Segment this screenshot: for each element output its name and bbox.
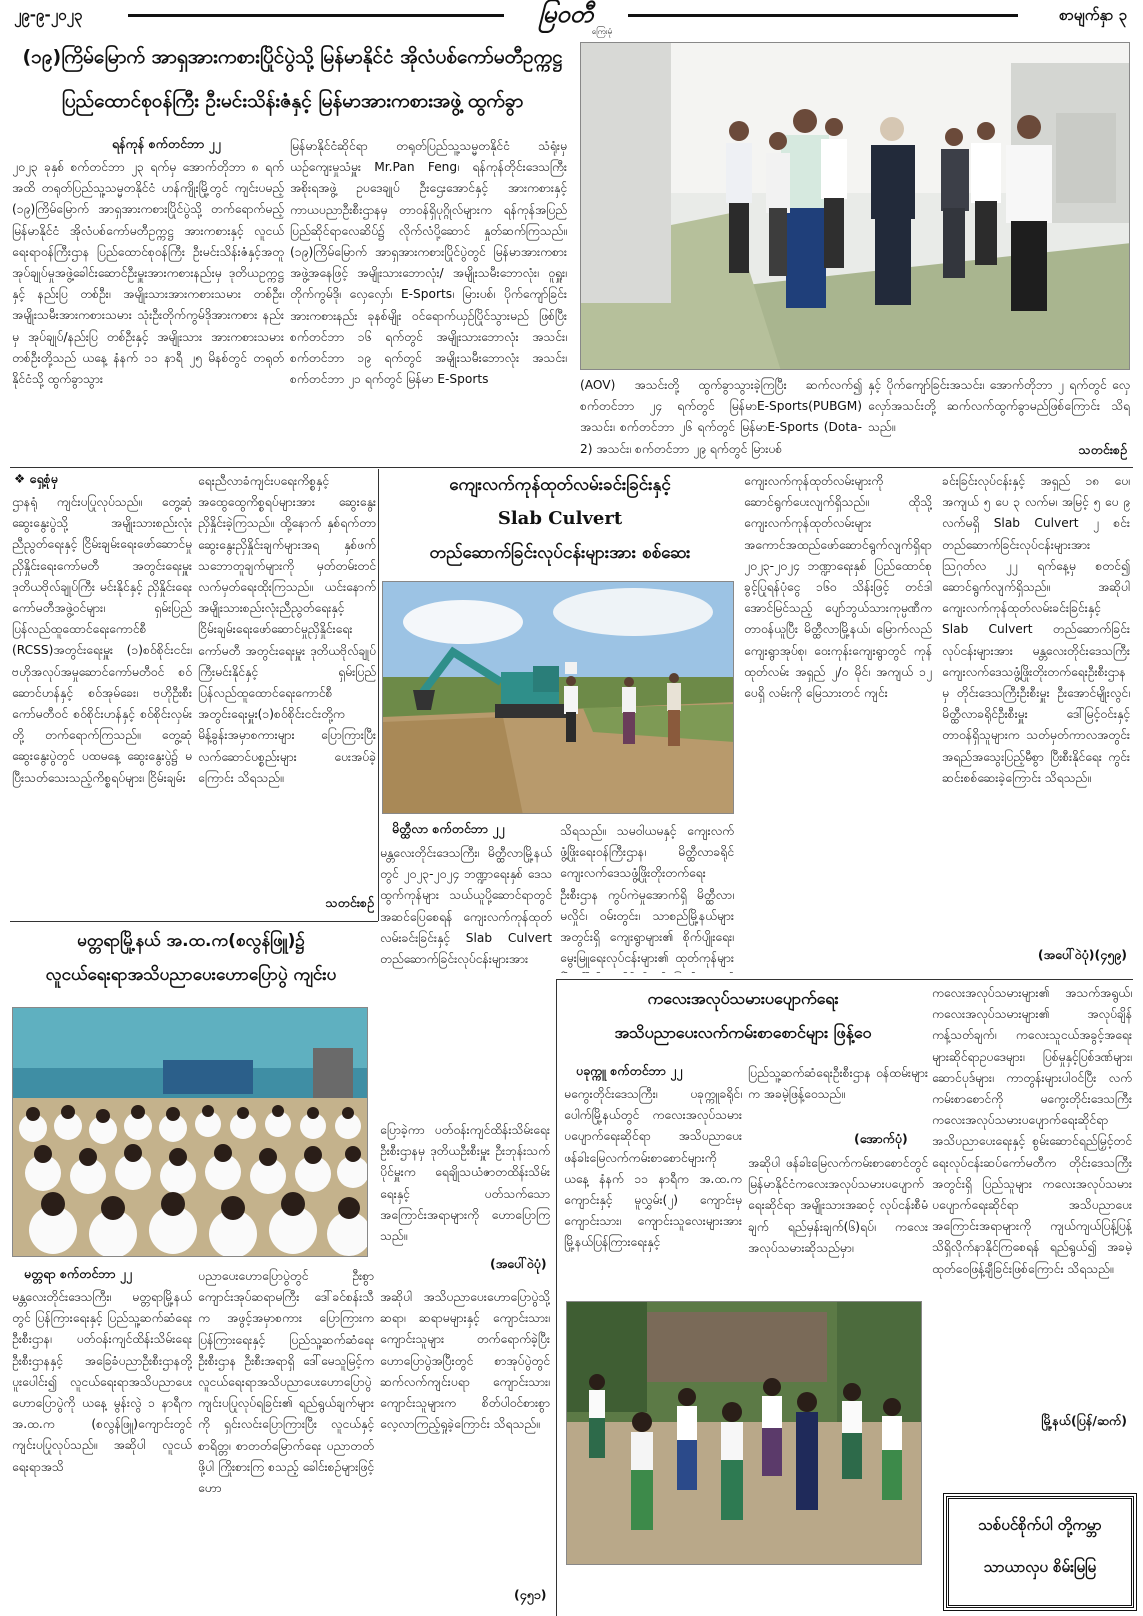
slogan-line2: သာယာလှပ စိမ်းမြမြ xyxy=(983,1558,1097,1576)
headline-line2: အသိပညာပေးလက်ကမ်းစာစောင်များ ဖြန့်ဝေ xyxy=(614,1023,872,1042)
slogan-box xyxy=(946,1496,1134,1608)
headline-line1: ကျေးလက်ကုန်ထုတ်လမ်းခင်းခြင်းနှင့် xyxy=(449,475,671,495)
article-youth-talk xyxy=(0,923,556,1616)
article-column-2: သိရသည်။ သမဝါယမနှင့် ကျေးလက်ဖွံ့ဖြိုးရေးဝန်ကြီးဌာန၊ မိတ္ထီလာခရိုင်ကျေးလက်ဒေသဖွံ့ဖြိုးတိုးတက်ရေးဦးစီးဌာန ကွပ်ကဲမှုအောက်ရှိ မိတ္ထီလာ၊ မလှိုင်၊ ဝမ်းတွင်း၊ သာစည်မြို့နယ်များအတွင်းရှိ ကျေးရွာများ၏ စိုက်ပျိုးရေး၊ မွေးမြူရေးလုပ်ငန်းများ၏ ထုတ်ကုန်များ xyxy=(560,824,734,966)
divider xyxy=(10,921,378,922)
byline: (အောက်ပုံ) xyxy=(854,1131,908,1146)
header-rule-left xyxy=(128,14,504,17)
article-column-1: ၂၀၂၃ ခုနှစ် စက်တင်ဘာ ၂၃ ရက်မှ အောက်တိုဘာ ၈ ရက်အထိ တရုတ်ပြည်သူ့သမ္မတနိုင်ငံ ဟန်ကျိုးမြို့တွင် ကျင်းပမည့် (၁၉)ကြိမ်မြောက် အာရှအားကစားပြိုင်ပွဲသို့ တက်ရောက်မည့် မြန်မာနိုင်ငံ အိုလံပစ်ကော်မတီဥက္ကဋ္ဌ အားကစားနှင့် လူငယ်ရေးရာဝန်ကြီးဌာန ပြည်ထောင်စုဝန်ကြီး ဦးမင်းသိန်းဇံနှင့်အတူ အုပ်ချုပ်မှုအဖွဲ့ခေါင်းဆောင်ဦးမှူးအားကစားနည်းမှ ဒုတိယဥက္ကဋ္ဌနှင့် နည်းပြ တစ်ဦး၊ အမျိုးသားအားကစားသမား တစ်ဦး၊ အမျိုးသမီးအားကစားသမား သုံးဦးတိုက်ကွမ်ဒိုအားကစား နည်းမှ အုပ်ချုပ်/နည်းပြ တစ်ဦးနှင့် အမျိုးသား အားကစားသမား တစ်ဦးတို့သည် ယနေ့ နံနက် ၁၁ နာရီ ၂၅ မိနစ်တွင် တရုတ်နိုင်ငံသို့ ထွက်ခွာသွား xyxy=(12,160,284,387)
article-column-3b: အဆိုပါ အသိပညာပေးဟောပြောပွဲသို့ ဆရာ၊ ဆရာမများနှင့် ကျောင်းသား၊ ကျောင်းသူများ တက်ရောက်ခဲ့ပြီး ဟောပြောပွဲအပြီးတွင် စာအုပ်ပွဲတွင် ဆက်လက်ကျင်းပရာ ကျောင်းသား၊ ကျောင်းသူများက စိတ်ပါဝင်စားစွာ လေ့လာကြည့်ရှုခဲ့ကြောင်း သိရသည်။ xyxy=(380,1290,550,1432)
headline-line2: ပြည်ထောင်စုဝန်ကြီး ဦးမင်းသိန်းဇံနှင့် မြန်မာအားကစားအဖွဲ့ ထွက်ခွာ xyxy=(61,90,524,112)
article-column-1: ဌာနရုံ ကျင်းပပြုလုပ်သည်။ တွေ့ဆုံဆွေးနွေးပွဲသို့ အမျိုးသားစည်းလုံးညီညွတ်ရေးနှင့် ငြိမ်းချမ်းရေးဖော်ဆောင်မှု ညှိနှိုင်းရေးကော်မတီ အတွင်းရေးမှူး ဒုတိယဗိုလ်ချုပ်ကြီး မင်းနိုင်နှင့် ညှိနှိုင်းရေးကော်မတီအဖွဲ့ဝင်များ၊ ရှမ်းပြည်ပြန်လည်ထူထောင်ရေးကောင်စီ (RCSS)အတွင်းရေးမှူး (၁)စဝ်စိုင်းငင်း၊ ဗဟိုအလုပ်အမှုဆောင်ကော်မတီဝင် စဝ်ဆောင်ဟန်နှင့် စဝ်အုမ်ခေး၊ ဗဟိုဦးစီးကော်မတီဝင် စဝ်စိုင်းဟန်နှင့် စဝ်စိုင်းလှမ်းတို့ တက်ရောက်ကြသည်။ တွေ့ဆုံဆွေးနွေးပွဲတွင် ပထမနေ့ ဆွေးနွေးပွဲ၌ မပြီးသတ်သေးသည့်ကိစ္စရပ်များ၊ ငြိမ်းချမ်း xyxy=(12,495,192,785)
byline: သတင်းစဉ် xyxy=(325,895,374,910)
article-column-1: မန္တလေးတိုင်းဒေသကြီး၊ မိတ္ထီလာမြို့နယ်တွင် ၂၀၂၃-၂၀၂၄ ဘဏ္ဍာရေးနှစ် ဒေသထွက်ကုန်များ သယ်ယူပို့ဆောင်ရာတွင် အဆင်ပြေစေရန် ကျေးလက်ကုန်ထုတ်လမ်းခင်းခြင်းနှင့် Slab Culvert တည်ဆောက်ခြင်းလုပ်ငန်းများအား xyxy=(380,846,552,967)
photo-children-leaflets xyxy=(566,1301,922,1565)
dateline: မိတ္ထီလာ စက်တင်ဘာ ၂၂ xyxy=(392,821,505,836)
article-olympic-committee xyxy=(0,40,1143,466)
road-inspection-graphic xyxy=(383,582,734,814)
divider xyxy=(378,469,379,921)
divider xyxy=(556,979,557,1616)
article-rural-roads xyxy=(380,469,1143,979)
slogan-line1: သစ်ပင်စိုက်ပါ တို့ကမ္ဘာ xyxy=(978,1516,1102,1534)
article-column-3: (AOV) အသင်းတို့ ထွက်ခွာသွားခဲ့ကြပြီး ဆက်လက်၍ စက်တင်ဘာ ၂၄ ရက်တွင် မြန်မာE-Sports(PUBGM) အသင်း၊ စက်တင်ဘာ ၂၆ ရက်တွင် မြန်မာE-Sports (Dota-2) အသင်း၊ စက်တင်ဘာ ၂၉ ရက်တွင် မြားပစ် xyxy=(580,378,862,456)
article-column-3: ပြောခဲ့ကာ ပတ်ဝန်းကျင်ထိန်းသိမ်းရေးဦးစီးဌာနမှ ဒုတိယဦးစီးမှူး ဦးဘုန်းသက်ပိုင်မှူးက ရေချိုသယံဇာတထိန်းသိမ်းရေးနှင့် ပတ်သက်သော အကြောင်းအရာများကို ဟောပြောကြသည်။ xyxy=(380,1123,550,1244)
article-column-2: ရေးညီလာခံကျင်းပရေးကိစ္စနှင့် အထွေထွေကိစ္စရပ်များအား ဆွေးနွေးညှိနှိုင်းခဲ့ကြသည်။ ထို့နောက် နှစ်ရက်တာ ဆွေးနွေးညှိနှိုင်းချက်များအရ နှစ်ဖက်သဘောတူချက်များကို မှတ်တမ်းတင်လက်မှတ်ရေးထိုးကြသည်။ ယင်းနောက် အမျိုးသားစည်းလုံးညီညွတ်ရေးနှင့် ငြိမ်းချမ်းရေးဖော်ဆောင်မှုညှိနှိုင်းရေးကော်မတီ အတွင်းရေးမှူး ဒုတိယဗိုလ်ချုပ်ကြီးမင်းနိုင်နှင့် ရှမ်းပြည်ပြန်လည်ထူထောင်ရေးကောင်စီ အတွင်းရေးမှူး(၁)စဝ်စိုင်းငင်းတို့က မိန့်ခွန်းအမှာစကားများ ပြောကြားပြီး လက်ဆောင်ပစ္စည်းများ ပေးအပ်ခဲ့ကြောင်း သိရသည်။ xyxy=(198,474,376,785)
school-hall-graphic xyxy=(13,1008,368,1257)
masthead-logo-subtext: ကြေးမုံ xyxy=(591,27,612,36)
byline: (၄၅၁) xyxy=(514,1587,547,1602)
headline-line3: တည်ဆောက်ခြင်းလုပ်ငန်းများအား စစ်ဆေး xyxy=(429,543,691,563)
header-rule-right xyxy=(628,14,1018,17)
headline-line1: (၁၉)ကြိမ်မြောက် အာရှအားကစားပြိုင်ပွဲသို့ မြန်မာနိုင်ငံ အိုလံပစ်ကော်မတီဥက္ကဋ္ဌ xyxy=(22,46,563,68)
byline: မြို့နယ်(ပြန်/ဆက်) xyxy=(1041,1413,1127,1428)
dateline: မတ္တရာ စက်တင်ဘာ ၂၂ xyxy=(24,1266,133,1281)
article-column-4: နှင့် ပိုက်ကျော်ခြင်းအသင်း၊ အောက်တိုဘာ ၂ ရက်တွင် လှေလှော်အသင်းတို့ ဆက်လက်ထွက်ခွာမည်ဖြစ်ကြောင်း သိရသည်။ xyxy=(868,378,1130,435)
headline-line2: Slab Culvert xyxy=(497,508,623,529)
article-column-2: မြန်မာနိုင်ငံဆိုင်ရာ တရုတ်ပြည်သူ့သမ္မတနိုင်ငံ သံရုံးမှ ယဉ်ကျေးမှုသံမှူး Mr.Pan Feng၊ ရန်ကုန်တိုင်းဒေသကြီးအစိုးရအဖွဲ့ ဥပဒေချုပ် ဦးဌေးအောင်နှင့် အားကစားနှင့် ကာယပညာဦးစီးဌာနမှ တာဝန်ရှိပုဂ္ဂိုလ်များက ရန်ကုန်အပြည်ပြည်ဆိုင်ရာလေဆိပ်၌ လိုက်လံပို့ဆောင် နှုတ်ဆက်ကြသည်။ (၁၉)ကြိမ်မြောက် အာရှအားကစားပြိုင်ပွဲတွင် မြန်မာအားကစားအဖွဲ့အနေဖြင့် အမျိုးသားဘောလုံး/ အမျိုးသမီးဘောလုံး၊ ဝူရှူး၊ တိုက်ကွမ်ဒို၊ လှေလှော်၊ E-Sports၊ မြားပစ်၊ ပိုက်ကျော်ခြင်း အားကစားနည်း ခုနစ်မျိုး ဝင်ရောက်ယှဉ်ပြိုင်သွားမည် ဖြစ်ပြီး စက်တင်ဘာ ၁၆ ရက်တွင် အမျိုးသားဘောလုံး အသင်း၊ စက်တင်ဘာ ၁၉ ရက်တွင် အမျိုးသမီးဘောလုံး အသင်း၊ စက်တင်ဘာ ၂၁ ရက်တွင် မြန်မာ E-Sports xyxy=(290,139,567,387)
byline: သတင်းစဉ် xyxy=(1078,442,1127,457)
page-number: စာမျက်နှာ ၃ xyxy=(1059,6,1127,24)
masthead-logo-text: မြဝတီ xyxy=(538,0,594,28)
headline-line2: လူငယ်ရေးရာအသိပညာပေးဟောပြောပွဲ ကျင်းပ xyxy=(45,965,337,985)
header-date: ၂၉-၉-၂၀၂၃ xyxy=(14,6,83,24)
byline: (အပေါ်ဝဲပုံ) xyxy=(490,1256,547,1271)
article-column-1: မန္တလေးတိုင်းဒေသကြီး၊ မတ္တရာမြို့နယ်တွင် ပြန်ကြားရေးနှင့် ပြည်သူ့ဆက်ဆံရေးဦးစီးဌာန၊ ပတ်ဝန်းကျင်ထိန်းသိမ်းရေးဦးစီးဌာနနှင့် အခြေခံပညာဦးစီးဌာနတို့ ပူးပေါင်း၍ လူငယ်ရေးရာအသိပညာပေးဟောပြောပွဲကို ယနေ့ မွန်းလွဲ ၁ နာရီက အ.ထ.က (စလွန်ဖြူ)ကျောင်းတွင် ကျင်းပပြုလုပ်သည်။ အဆိုပါ လူငယ်ရေးရာအသိ xyxy=(12,1290,192,1474)
divider xyxy=(10,467,1133,468)
headline-line1: ကလေးအလုပ်သမားပပျောက်ရေး xyxy=(647,989,839,1008)
continued-tag: ❖ ရှေ့စုံမှ xyxy=(14,471,58,486)
masthead-logo xyxy=(506,0,626,38)
children-photo-graphic xyxy=(567,1302,922,1565)
dateline: ရန်ကုန် စက်တင်ဘာ ၂၂ xyxy=(112,136,221,151)
photo-road-inspection xyxy=(382,581,734,814)
article-column-2b: အဆိုပါ ဖန်ခါးမြေလက်ကမ်းစာစောင်တွင် မြန်မာနိုင်ငံကလေးအလုပ်သမားပပျောက်ရေးဆိုင်ရာ အမျိုးသားအဆင့် လုပ်ငန်းစီမံချက် ရည်မှန်းချက်(၆)ရပ်၊ ကလေးအလုပ်သမားဆိုသည်မှာ၊ xyxy=(748,1156,928,1255)
article-column-3: ကျေးလက်ကုန်ထုတ်လမ်းများကို ဆောင်ရွက်ပေးလျက်ရှိသည်။ ထိုသို့ ကျေးလက်ကုန်ထုတ်လမ်းများ အကောင်အထည်ဖော်ဆောင်ရွက်လျက်ရှိရာ ၂၀၂၃-၂၀၂၄ ဘဏ္ဍာရေးနှစ် ပြည်ထောင်စုခွင့်ပြုရန်ပုံငွေ ၁၆၀ သိန်းဖြင့် တင်ဒါအောင်မြင်သည့် ပျော်ဘွယ်သားကုမ္ပဏီက တာဝန်ယူပြီး မိတ္ထီလာမြို့နယ်၊ မြောက်လည်ကျေးရွာအုပ်စု၊ ဝေးကုန်းကျေးရွာတွင် ကုန်ထုတ်လမ်း အရှည် ၂/၀ မိုင်၊ အကျယ် ၁၂ ပေရှိ လမ်းကို မြေသားတင် ကျင်း xyxy=(744,474,932,701)
article-rcss-talks xyxy=(0,469,380,921)
divider xyxy=(556,979,1133,980)
byline: (အပေါ်ဝဲပုံ)(၄၅၉) xyxy=(1037,947,1127,962)
article-column-2: ပြည်သူ့ဆက်ဆံရေးဦးစီးဌာန ဝန်ထမ်းများက အခမဲ့ဖြန့်ဝေသည်။ xyxy=(748,1066,928,1102)
headline-line1: မတ္တရာမြို့နယ် အ.ထ.က(စလွန်ဖြူ)၌ xyxy=(77,931,305,951)
dateline: ပခုက္ကူ စက်တင်ဘာ ၂၂ xyxy=(576,1063,683,1078)
article-column-4: ခင်းခြင်းလုပ်ငန်းနှင့် အရှည် ၁၈ ပေ၊ အကျယ် ၅ ပေ ၃ လက်မ၊ အမြင့် ၅ ပေ ၉ လက်မရှိ Slab Culvert ၂ စင်း တည်ဆောက်ခြင်းလုပ်ငန်းများအား ဩဂုတ်လ ၂၂ ရက်နေ့မှ စတင်၍ ဆောင်ရွက်လျက်ရှိသည်။ အဆိုပါ ကျေးလက်ကုန်ထုတ်လမ်းခင်းခြင်းနှင့် Slab Culvert တည်ဆောက်ခြင်းလုပ်ငန်းများအား မန္တလေးတိုင်းဒေသကြီး ကျေးလက်ဒေသဖွံ့ဖြိုးတိုးတက်ရေးဦးစီးဌာနမှ တိုင်းဒေသကြီးဦးစီးမှူး ဦးအောင်မျိုးလွင်၊ မိတ္ထီလာခရိုင်ဦးစီးမှူး ဒေါ်မြင့်ဝင်းနှင့် တာဝန်ရှိသူများက သတ်မှတ်ကာလအတွင်း အရည်အသွေးပြည့်မီစွာ ပြီးစီးနိုင်ရေး ကွင်းဆင်းစစ်ဆေးခဲ့ကြောင်း သိရသည်။ xyxy=(942,474,1130,785)
article-column-3: ကလေးအလုပ်သမားများ၏ အသက်အရွယ်၊ ကလေးအလုပ်သမားများ၏ အလုပ်ချိန်ကန့်သတ်ချက်၊ ကလေးသူငယ်အခွင့်အရေးများဆိုင်ရာဥပဒေများ၊ ပြစ်မှုနှင့်ပြစ်ဒဏ်များ၊ ဆောင်ပုဒ်များ၊ ကာတွန်းများပါဝင်ပြီး လက်ကမ်းစာစောင်ကို မကွေးတိုင်းဒေသကြီး ကလေးအလုပ်သမားပပျောက်ရေးဆိုင်ရာအသိပညာပေးရေးနှင့် စွမ်းဆောင်ရည်မြှင့်တင်ရေးလုပ်ငန်းဆပ်ကော်မတီက တိုင်းဒေသကြီးအတွင်းရှိ ပြည်သူများ ကလေးအလုပ်သမားပပျောက်ရေးဆိုင်ရာ အသိပညာပေးအကြောင်းအရာများကို ကျယ်ကျယ်ပြန့်ပြန့်သိရှိလိုက်နာနိုင်ကြစေရန် ရည်ရွယ်၍ အခမဲ့ထုတ်ဝေဖြန့်ချီခြင်းဖြစ်ကြောင်း သိရသည်။ xyxy=(932,986,1132,1276)
article-column-1: မကွေးတိုင်းဒေသကြီး၊ ပခုက္ကူခရိုင်၊ ပေါက်မြို့နယ်တွင် ကလေးအလုပ်သမားပပျောက်ရေးဆိုင်ရာ အသိပညာပေး ဖန်ခါးမြေလက်ကမ်းစာစောင်များကို ယနေ့ နံနက် ၁၁ နာရီက အ.ထ.က ကျောင်းနှင့် မူလွှမ်း(၂) ကျောင်းမှ ကျောင်းသား၊ ကျောင်းသူလေးများအား မြို့နယ်ပြန်ကြားရေးနှင့် xyxy=(564,1087,742,1250)
delegation-photo-graphic xyxy=(581,43,1130,370)
photo-delegation-airport xyxy=(580,42,1130,370)
article-column-2: ပညာပေးဟောပြောပွဲတွင် ဦးစွာ ကျောင်းအုပ်ဆရာမကြီး ဒေါ်ခင်စန်းသီက အဖွင့်အမှာစကား ပြောကြားက ပြန်ကြားရေးနှင့် ပြည်သူ့ဆက်ဆံရေးဦးစီးဌာန ဦးစီးအရာရှိ ဒေါ်မေသူမြင့်က လူငယ်ရေးရာအသိပညာပေးဟောပြောပွဲ ကျင်းပပြုလုပ်ရခြင်း၏ ရည်ရွယ်ချက်များကို ရှင်းလင်းပြောကြားပြီး လူငယ်နှင့် စာရိတ္တ၊ စာတတ်မြောက်ရေး ပညာတတ်ဖို့ပါ ကြိုးစားကြ စသည့် ခေါင်းစဉ်များဖြင့် ဟော xyxy=(198,1269,374,1496)
page-header xyxy=(0,0,1143,40)
photo-school-hall xyxy=(12,1007,368,1257)
